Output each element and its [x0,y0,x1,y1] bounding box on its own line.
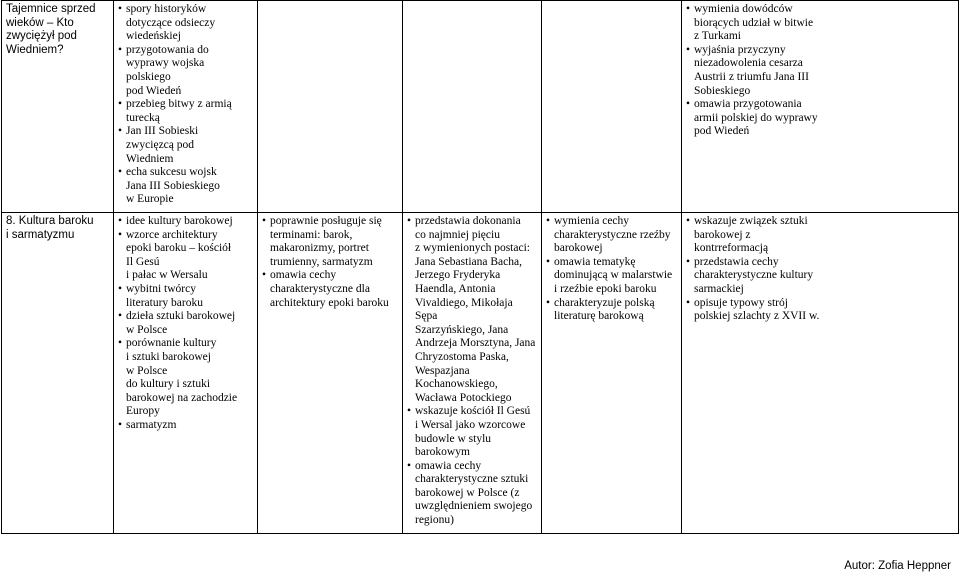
bullet-line: • przygotowania do [126,43,209,56]
bullet-item [118,44,253,98]
requirements-cell [258,1,403,213]
cell-line: i sarmatyzmu [6,228,75,241]
bullet-item [118,166,253,207]
bullet-line: zwycięzcą pod [126,138,195,151]
bullet-line: niezadowolenia cesarza [694,57,803,70]
bullet-line: Chryzostoma Paska, [415,350,509,363]
bullet-line: armii polskiej do wyprawy [694,111,818,124]
bullet-item [546,297,677,324]
bullet-line: w Polsce [126,364,168,377]
bullet-line: Austrii z triumfu Jana III [694,70,809,83]
bullet-line: Wiedniem [126,152,174,165]
bullet-item [686,297,954,324]
bullet-item [546,256,677,297]
topic-cell [2,1,114,213]
bullet-line: • wymienia dowódców [694,3,793,15]
bullet-line: • dzieła sztuki barokowej [126,310,236,323]
bullet-item [262,215,398,269]
cell-line: zwyciężył pod [6,30,77,43]
bullet-item [686,3,954,44]
bullet-line: regionu) [415,514,454,527]
bullet-line: terminami: barok, [270,228,353,241]
bullet-line: • wybitni twórcy [126,282,196,295]
bullet-line: dominującą w malarstwie [554,269,673,282]
bullet-line: • omawia cechy [270,269,337,282]
requirements-cell [682,213,959,534]
bullet-line: • wskazuje kościół Il Gesú [415,405,531,418]
bullet-line: kontrreformacją [694,242,769,255]
bullet-item [407,405,537,459]
bullet-line: Il Gesú [126,255,160,268]
bullet-line: • wzorce architektury [126,228,218,241]
topic-cell [2,213,114,534]
bullet-line: Jana III Sobieskiego [126,179,220,192]
bullet-item [118,229,253,283]
bullet-item [118,337,253,419]
bullet-item [118,98,253,125]
bullet-line: i rzeźbie epoki baroku [554,282,657,295]
bullet-item [686,98,954,139]
cell-line: Tajemnice sprzed [6,3,96,15]
bullet-line: i Wersal jako wzorcowe [415,418,526,431]
bullet-line: Andrzeja Morsztyna, Jana [415,337,536,350]
bullet-item [686,256,954,297]
bullet-line: charakterystyczne dla [270,282,370,295]
bullet-line: barokowym [415,446,470,459]
bullet-line: wyprawy wojska [126,57,205,70]
requirements-cell [403,213,542,534]
bullet-line: • opisuje typowy strój [694,296,788,309]
bullet-item [118,125,253,166]
content-cell [114,1,258,213]
content-cell [114,213,258,534]
bullet-line: makaronizmy, portret [270,242,369,255]
bullet-line: • echa sukcesu wojsk [126,166,217,179]
bullet-line: barokowej na zachodzie [126,391,238,404]
bullet-line: sarmackiej [694,282,744,295]
bullet-line: • sarmatyzm [126,418,177,431]
bullet-line: w Polsce [126,323,168,336]
bullet-line: architektury epoki baroku [270,296,389,309]
bullet-line: trumienny, sarmatyzm [270,255,373,268]
bullet-line: Vivaldiego, Mikołaja Sępa [415,296,513,323]
bullet-item [407,460,537,528]
bullet-item [118,215,253,229]
curriculum-table [1,0,959,534]
bullet-line: • wskazuje związek sztuki [694,215,808,227]
bullet-line: • wyjaśnia przyczyny [694,43,786,56]
requirements-cell [542,1,682,213]
requirements-cell [542,213,682,534]
bullet-line: Europy [126,405,160,418]
bullet-line: wiedeńskiej [126,30,181,43]
bullet-line: • omawia tematykę [554,255,636,268]
bullet-line: • przebieg bitwy z armią [126,98,232,111]
bullet-line: • porównanie kultury [126,337,217,350]
bullet-line: Haendla, Antonia [415,282,496,295]
bullet-item [118,419,253,433]
bullet-line: Szarzyńskiego, Jana [415,323,509,336]
bullet-line: i pałac w Wersalu [126,269,208,282]
cell-line: 8. Kultura baroku [6,215,94,227]
bullet-line: • charakteryzuje polską [554,296,655,309]
bullet-line: Kochanowskiego, [415,378,498,391]
bullet-line: • Jan III Sobieski [126,125,199,138]
bullet-line: polskiego [126,70,171,83]
table-row [2,1,959,213]
bullet-item [118,283,253,310]
bullet-line: Sobieskiego [694,84,751,97]
bullet-line: • omawia cechy [415,459,482,472]
bullet-line: • idee kultury barokowej [126,215,233,227]
author-credit: Autor: Zofia Heppner [844,560,951,572]
bullet-line: • przedstawia dokonania [415,215,521,227]
bullet-line: literatury baroku [126,296,203,309]
bullet-line: charakterystyczne kultury [694,269,814,282]
bullet-line: pod Wiedeń [126,84,182,97]
bullet-line: w Europie [126,193,174,206]
bullet-line: Jana Sebastiana Bacha, [415,255,522,268]
bullet-line: Wacława Potockiego [415,391,512,404]
bullet-line: budowle w stylu [415,432,492,445]
bullet-item [118,310,253,337]
bullet-line: z wymienionych postaci: [415,242,530,255]
bullet-line: do kultury i sztuki [126,378,211,391]
bullet-line: i sztuki barokowej [126,350,211,363]
bullet-line: uwzględnieniem swojego [415,500,533,513]
cell-line: wieków – Kto [6,16,74,29]
bullet-line: charakterystyczne sztuki [415,473,529,486]
bullet-item [262,269,398,310]
bullet-line: turecką [126,111,160,124]
requirements-cell [682,1,959,213]
bullet-item [118,3,253,44]
cell-line: Wiedniem? [6,43,64,56]
bullet-line: barokowej z [694,228,751,241]
requirements-cell [258,213,403,534]
bullet-item [546,215,677,256]
bullet-line: co najmniej pięciu [415,228,500,241]
bullet-line: z Turkami [694,30,741,43]
bullet-line: • przedstawia cechy [694,255,779,268]
bullet-line: charakterystyczne rzeźby [554,228,671,241]
bullet-line: dotyczące odsieczy [126,16,216,29]
bullet-line: Wespazjana [415,364,470,377]
bullet-line: polskiej szlachty z XVII w. [694,310,820,323]
bullet-line: • spory historyków [126,3,207,15]
requirements-cell [403,1,542,213]
table-row [2,213,959,534]
bullet-line: pod Wiedeń [694,125,750,138]
bullet-line: barokowej [554,242,603,255]
bullet-line: biorących udział w bitwie [694,16,814,29]
bullet-item [686,215,954,256]
bullet-line: • poprawnie posługuje się [270,215,382,227]
bullet-line: Jerzego Fryderyka [415,269,501,282]
bullet-item [686,44,954,98]
bullet-line: • omawia przygotowania [694,98,802,111]
bullet-item [407,215,537,405]
bullet-line: • wymienia cechy [554,215,630,227]
bullet-line: epoki baroku – kościół [126,242,232,255]
bullet-line: barokowej w Polsce (z [415,486,520,499]
bullet-line: literaturę barokową [554,310,644,323]
